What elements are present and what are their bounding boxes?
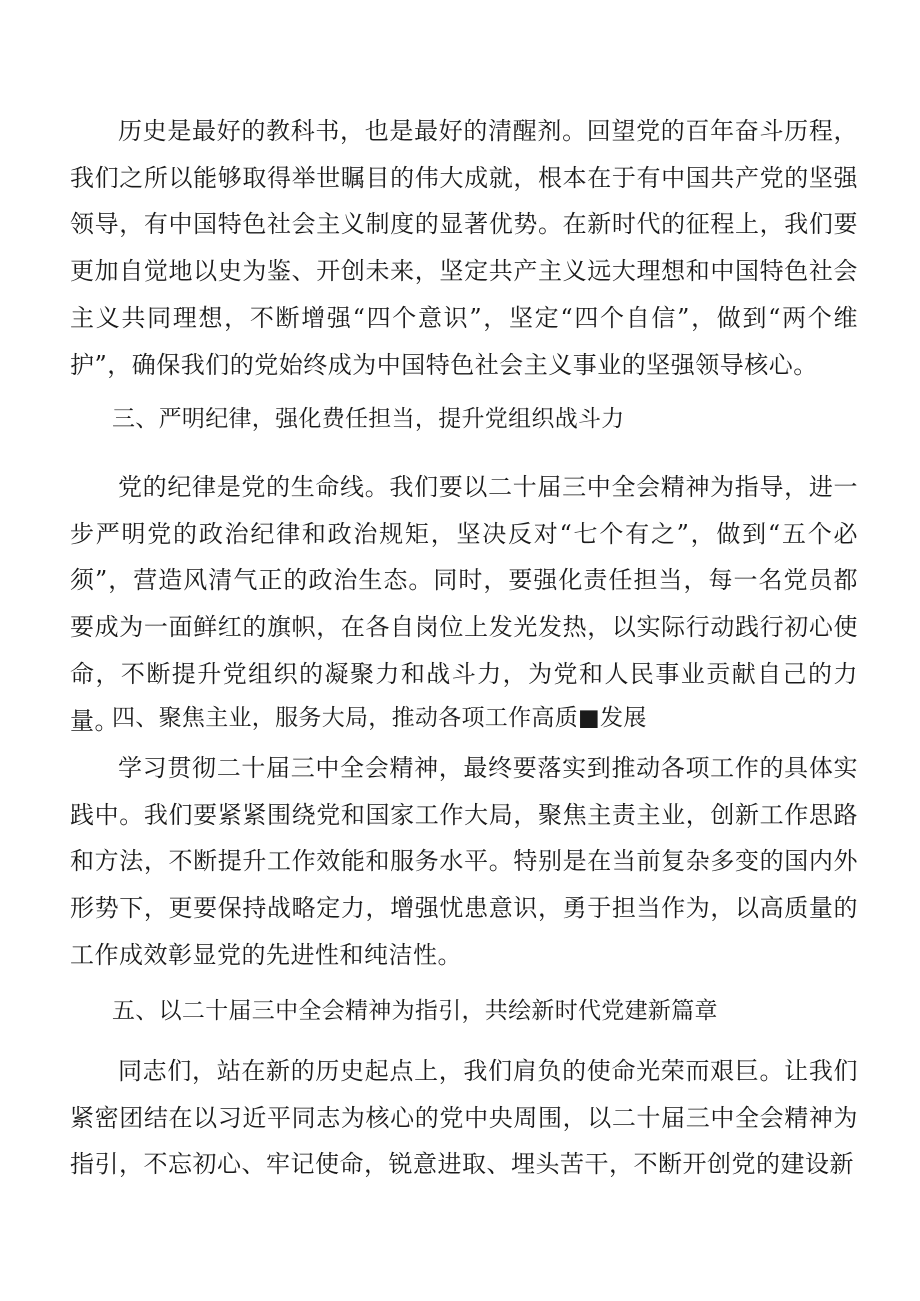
body-paragraph: 党的纪律是党的生命线。我们要以二十届三中全会精神为指导，进一步严明党的政治纪律和政治规矩，坚决反对“七个有之”，做到“五个必须”，营造风清气正的政治生态。同时，要强化责任担当，每一名党员都要成为一面鲜红的旗帜，在各自岗位上发光发热，以实际行动践行初心使命，不断提升党组织的凝聚力和战斗力，为党和人民事业贡献自己的力量。 xyxy=(70,473,858,735)
body-paragraph: 学习贯彻二十届三中全会精神，最终要落实到推动各项工作的具体实践中。我们要紧紧围绕党和国家工作大局，聚焦主责主业，创新工作思路和方法，不断提升工作效能和服务水平。特别是在当前复杂多变的国内外形势下，更要保持战略定力，增强忧患意识，勇于担当作为，以高质量的工作成效彰显党的先进性和纯洁性。 xyxy=(70,754,858,969)
body-paragraph: 同志们，站在新的历史起点上，我们肩负的使命光荣而艰巨。让我们紧密团结在以习近平同志为核心的党中央周围，以二十届三中全会精神为指引，不忘初心、牢记使命，锐意进取、埋头苦干，不断开创党的建设新 xyxy=(70,1057,858,1179)
section-heading: 五、以二十届三中全会精神为指引，共绘新时代党建新篇章 xyxy=(112,998,718,1024)
body-paragraph: 历史是最好的教科书，也是最好的清醒剂。回望党的百年奋斗历程，我们之所以能够取得举世瞩目的伟大成就，根本在于有中国共产党的坚强领导，有中国特色社会主义制度的显著优势。在新时代的征程上，我们要更加自觉地以史为鉴、开创未来，坚定共产主义远大理想和中国特色社会主义共同理想，不断增强“四个意识”，坚定“四个自信”，做到“两个维护”，确保我们的党始终成为中国特色社会主义事业的坚强领导核心。 xyxy=(70,117,858,379)
section-heading: 三、严明纪律，强化费任担当，提升党组织战斗力 xyxy=(112,406,625,432)
section-heading: 四、聚焦主业，服务大局，推动各项工作高质■发展 xyxy=(112,705,647,731)
